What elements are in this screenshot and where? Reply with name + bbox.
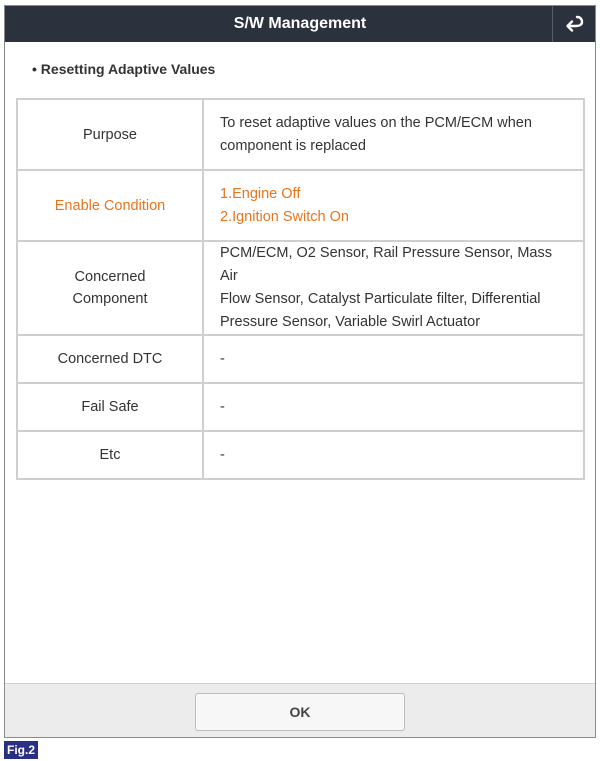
- concerned-component-line: Pressure Sensor, Variable Swirl Actuator: [220, 314, 481, 330]
- concerned-component-line: Flow Sensor, Catalyst Particulate filter, Differential: [220, 291, 541, 307]
- purpose-value-line: To reset adaptive values on the PCM/ECM when: [220, 114, 532, 131]
- enable-condition-line: 2.Ignition Switch On: [220, 208, 349, 225]
- concerned-component-value: [203, 241, 584, 335]
- concerned-dtc-value: -: [203, 335, 584, 383]
- enable-condition-line: 1.Engine Off: [220, 185, 301, 202]
- section-title: • Resetting Adaptive Values: [32, 61, 216, 77]
- etc-label: Etc: [17, 431, 203, 479]
- back-button[interactable]: [552, 6, 595, 42]
- purpose-label: Purpose: [17, 99, 203, 170]
- etc-value: -: [203, 431, 584, 479]
- ok-button[interactable]: OK: [195, 693, 405, 731]
- concerned-component-label: [17, 241, 203, 335]
- title-bar: [5, 6, 595, 42]
- enable-condition-label: Enable Condition: [17, 170, 203, 241]
- fail-safe-label: Fail Safe: [17, 383, 203, 431]
- dialog-window: [4, 5, 596, 738]
- table-row-concerned-dtc: [17, 335, 584, 383]
- dialog-footer: [5, 683, 595, 737]
- table-row-fail-safe: [17, 383, 584, 431]
- window-title: S/W Management: [233, 15, 367, 32]
- concerned-component-label-line: Component: [72, 291, 148, 307]
- purpose-value: [203, 99, 584, 170]
- figure-label: Fig.2: [4, 741, 38, 759]
- table-row-concerned-component: [17, 241, 584, 335]
- fail-safe-value: -: [203, 383, 584, 431]
- table-row-enable-condition: [17, 170, 584, 241]
- concerned-component-label-line: Concerned: [74, 269, 146, 285]
- purpose-value-line: component is replaced: [220, 137, 366, 154]
- enable-condition-value: [203, 170, 584, 241]
- return-arrow-icon: [564, 15, 584, 33]
- info-table: [16, 98, 585, 480]
- table-row-etc: [17, 431, 584, 479]
- table-row-purpose: [17, 99, 584, 170]
- concerned-component-line: PCM/ECM, O2 Sensor, Rail Pressure Sensor, Mass Air: [220, 245, 552, 284]
- concerned-dtc-label: Concerned DTC: [17, 335, 203, 383]
